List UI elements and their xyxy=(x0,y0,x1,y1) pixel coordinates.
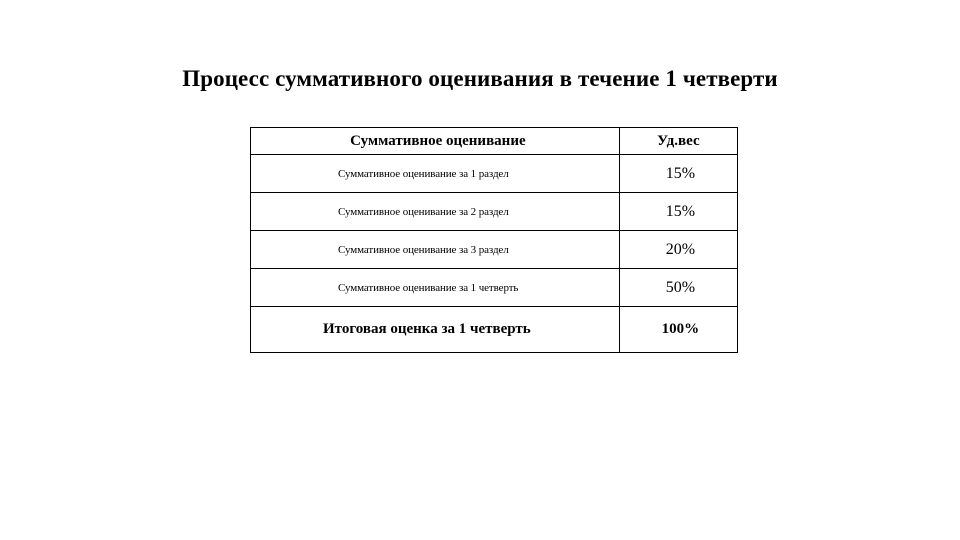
slide-title: Процесс суммативного оценивания в течение 1 четверти xyxy=(182,66,778,91)
table-row xyxy=(251,231,738,269)
assessment-weight: 20% xyxy=(619,231,737,269)
total-row xyxy=(251,307,738,353)
assessment-weight: 50% xyxy=(619,269,737,307)
assessment-weight: 15% xyxy=(619,193,737,231)
header-weight: Уд.вес xyxy=(619,128,737,155)
summative-assessment-table xyxy=(250,127,738,353)
total-weight: 100% xyxy=(619,307,737,353)
header-assessment: Суммативное оценивание xyxy=(251,128,620,155)
total-label: Итоговая оценка за 1 четверть xyxy=(251,307,620,353)
table-row xyxy=(251,155,738,193)
assessment-name: Суммативное оценивание за 2 раздел xyxy=(251,193,620,231)
assessment-name: Суммативное оценивание за 1 раздел xyxy=(251,155,620,193)
assessment-name: Суммативное оценивание за 3 раздел xyxy=(251,231,620,269)
table-row xyxy=(251,193,738,231)
table-row xyxy=(251,269,738,307)
table-header-row xyxy=(251,128,738,155)
assessment-weight: 15% xyxy=(619,155,737,193)
assessment-name: Суммативное оценивание за 1 четверть xyxy=(251,269,620,307)
